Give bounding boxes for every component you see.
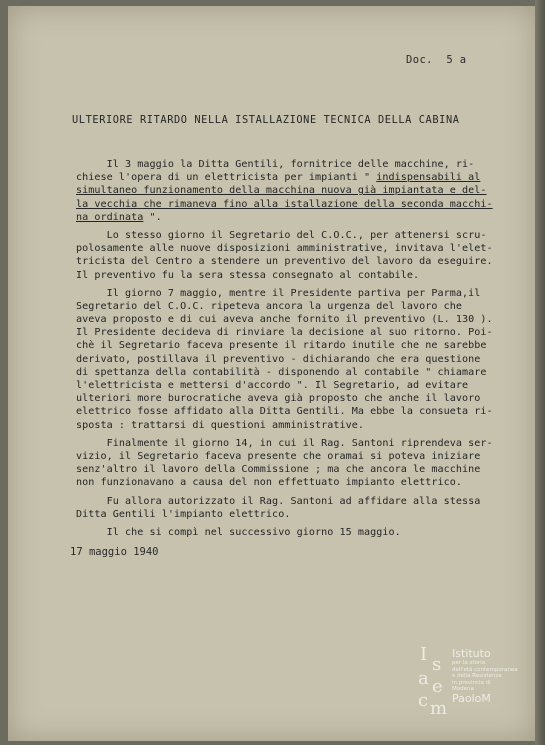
line-text: ulteriori more burocratiche aveva già proposto che anche il lavoro bbox=[76, 393, 481, 405]
paragraph bbox=[76, 495, 536, 521]
line-text: non funzionavano a causa del non effettuato impianto elettrico. bbox=[76, 477, 462, 489]
line-text: aveva proposto e di cui aveva anche fornito il preventivo (L. 130 ). bbox=[76, 314, 493, 326]
text-line bbox=[76, 353, 536, 366]
text-line bbox=[76, 184, 536, 197]
line-text: elettrico fosse affidato alla Ditta Gentili. Ma ebbe la consueta ri- bbox=[76, 406, 493, 418]
paragraph bbox=[76, 526, 536, 539]
line-text: vizio, il Segretario faceva presente che oramai si poteva iniziare bbox=[76, 450, 481, 462]
watermark-letter: I bbox=[420, 644, 428, 665]
document-page bbox=[8, 6, 536, 741]
line-text: Segretario del C.O.C. ripeteva ancora la urgenza del lavoro che bbox=[76, 300, 462, 312]
line-text: senz'altro il lavoro della Commissione ; ma che ancora le macchine bbox=[76, 464, 481, 476]
line-text: Ditta Gentili l'impianto elettrico. bbox=[76, 508, 291, 520]
watermark-letter: e bbox=[432, 676, 443, 697]
text-line bbox=[76, 437, 536, 450]
underlined-text: simultaneo funzionamento della macchina nuova già impiantata e del- bbox=[76, 185, 487, 197]
watermark-line: dell'età contemporanea bbox=[452, 666, 518, 673]
text-line bbox=[76, 255, 536, 268]
archive-watermark-logo bbox=[418, 646, 536, 718]
text-line bbox=[76, 242, 536, 255]
line-text: Finalmente il giorno 14, in cui il Rag. Santoni riprendeva ser- bbox=[76, 437, 493, 449]
line-text: tricista del Centro a stendere un preventivo del lavoro da eseguire. bbox=[76, 256, 493, 268]
text-line bbox=[76, 229, 536, 242]
watermark-line: e della Resistenza bbox=[452, 673, 502, 679]
text-line bbox=[76, 419, 536, 432]
watermark-letter: s bbox=[432, 654, 442, 675]
text-line bbox=[76, 313, 536, 326]
line-text: Fu allora autorizzato il Rag. Santoni ad affidare alla stessa bbox=[76, 495, 481, 507]
paragraph bbox=[76, 158, 536, 224]
text-line bbox=[76, 287, 536, 300]
text-line bbox=[76, 339, 536, 352]
text-line bbox=[76, 526, 536, 539]
text-line bbox=[76, 326, 536, 339]
watermark-letter: m bbox=[430, 698, 448, 719]
text-line bbox=[76, 211, 536, 224]
text-line bbox=[76, 508, 536, 521]
text-line bbox=[76, 476, 536, 489]
line-text: Il giorno 7 maggio, mentre il Presidente partiva per Parma,il bbox=[76, 287, 481, 299]
paragraph bbox=[76, 287, 536, 432]
underlined-text: na ordinata bbox=[76, 211, 144, 223]
document-date: 17 maggio 1940 bbox=[70, 546, 159, 558]
watermark-letter: a bbox=[418, 668, 429, 689]
page-edge-shadow bbox=[535, 0, 545, 745]
line-text: Lo stesso giorno il Segretario del C.O.C., per attenersi scru- bbox=[76, 229, 487, 241]
paragraph bbox=[76, 229, 536, 282]
text-line bbox=[76, 450, 536, 463]
watermark-line: per la storia bbox=[452, 660, 486, 666]
line-text: Il preventivo fu la sera stessa consegnato al contabile. bbox=[76, 269, 420, 281]
watermark-name: PaoloM bbox=[452, 691, 491, 705]
line-text: derivato, postillava il preventivo - dichiarando che era questione bbox=[76, 353, 481, 365]
line-text: l'elettricista e mettersi d'accordo ". Il Segretario, ad evitare bbox=[76, 380, 469, 391]
text-line bbox=[76, 171, 536, 184]
line-text: chiese l'opera di un elettricista per impianti " bbox=[76, 172, 377, 184]
text-line bbox=[76, 198, 536, 211]
line-text: ". bbox=[143, 211, 162, 223]
underlined-text: indispensabili al bbox=[376, 172, 481, 184]
line-text: polosamente alle nuove disposizioni amministrative, invitava l'elet- bbox=[76, 243, 493, 255]
watermark-line: in provincia di bbox=[452, 679, 491, 686]
text-line bbox=[76, 463, 536, 476]
line-text: di spettanza della contabilità - disponendo al contabile " chiamare bbox=[76, 366, 487, 378]
text-line bbox=[76, 379, 536, 392]
text-line bbox=[76, 300, 536, 313]
text-line bbox=[76, 158, 536, 171]
text-line bbox=[76, 392, 536, 405]
text-line bbox=[76, 405, 536, 418]
paragraph bbox=[76, 437, 536, 490]
line-text: Il che si compì nel successivo giorno 15 maggio. bbox=[76, 526, 401, 538]
underlined-text: la vecchia che rimaneva fino alla istallazione della seconda macchi- bbox=[76, 198, 493, 210]
document-title: ULTERIORE RITARDO NELLA ISTALLAZIONE TECNICA DELLA CABINA bbox=[72, 114, 460, 126]
line-text: sposta : trattarsi di questioni amministrative. bbox=[76, 419, 364, 431]
watermark-monogram bbox=[418, 646, 448, 718]
line-text: Il Presidente decideva di rinviare la decisione al suo ritorno. Poi- bbox=[76, 327, 493, 339]
text-line bbox=[76, 495, 536, 508]
watermark-letter: c bbox=[418, 690, 429, 711]
line-text: Il 3 maggio la Ditta Gentili, fornitrice delle macchine, ri- bbox=[76, 159, 475, 170]
document-reference: Doc. 5 a bbox=[406, 54, 467, 66]
watermark-text bbox=[452, 648, 518, 705]
text-line bbox=[76, 269, 536, 282]
text-line bbox=[76, 366, 536, 379]
watermark-line: Modena bbox=[452, 686, 474, 692]
watermark-title: Istituto bbox=[452, 647, 491, 660]
line-text: chè il Segretario faceva presente il ritardo inutile che ne sarebbe bbox=[76, 340, 487, 352]
document-body bbox=[76, 158, 536, 539]
